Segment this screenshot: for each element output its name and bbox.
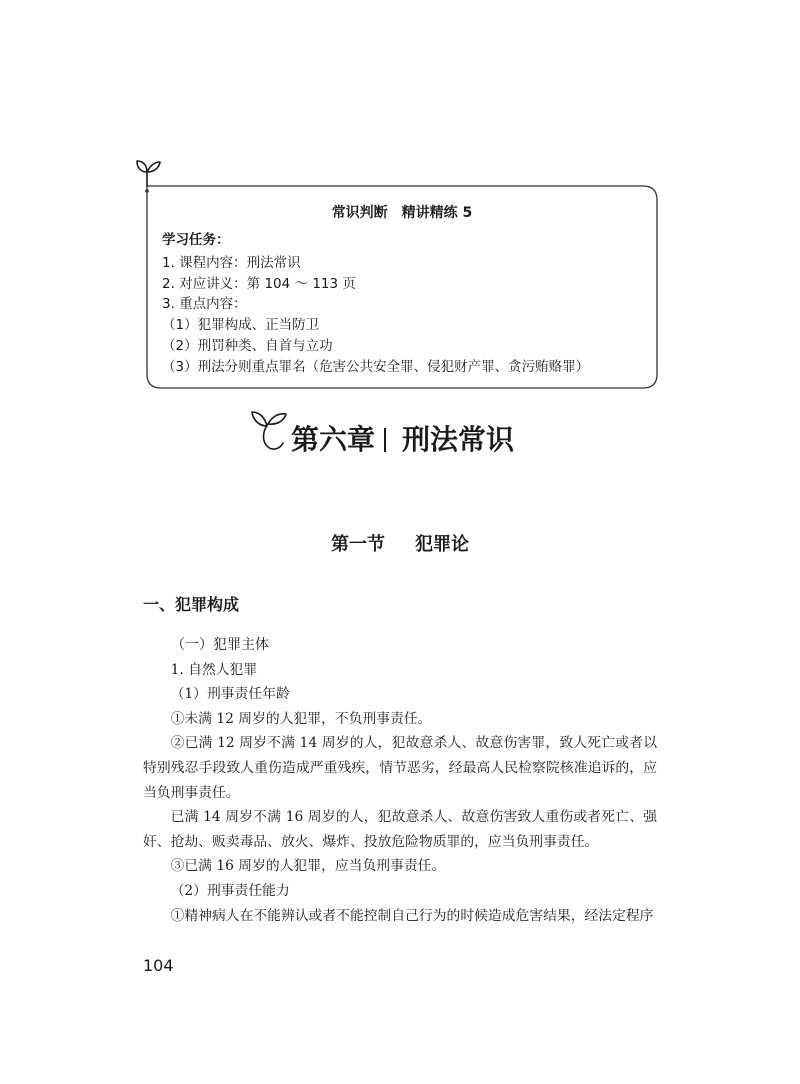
body-paragraph: ③已满 16 周岁的人犯罪，应当负刑事责任。 — [170, 858, 446, 875]
chapter-separator — [384, 428, 386, 452]
chapter-title: 刑法常识 — [402, 423, 515, 456]
chapter-sprout-icon — [252, 412, 286, 449]
body-paragraph: （2）刑事责任能力 — [170, 882, 290, 899]
body-paragraph: 1. 自然人犯罪 — [170, 661, 258, 678]
sprout-icon — [137, 161, 160, 186]
task-item: （3）刑法分则重点罪名（危害公共安全罪、侵犯财产罪、贪污贿赂罪） — [162, 358, 590, 375]
section-heading — [0, 533, 800, 557]
task-label: 学习任务： — [162, 232, 230, 248]
task-item: 2. 对应讲义：第 104 ～ 113 页 — [162, 275, 356, 292]
page-number: 104 — [143, 956, 174, 975]
body-paragraph: ①精神病人在不能辨认或者不能控制自己行为的时候造成危害结果，经法定程序 — [170, 907, 654, 924]
body-paragraph: ①未满 12 周岁的人犯罪，不负刑事责任。 — [170, 710, 432, 727]
body-paragraph: 已满 14 周岁不满 16 周岁的人，犯故意杀人、故意伤害致人重伤或者死亡、强奸、抢劫、贩卖毒品、放火、爆炸、投放危险物质罪的，应当负刑事责任。 — [143, 809, 657, 850]
body-paragraph: ②已满 12 周岁不满 14 周岁的人，犯故意杀人、故意伤害罪，致人死亡或者以特别残忍手段致人重伤造成严重残疾，情节恶劣，经最高人民检察院核准追诉的，应当负刑事责任。 — [143, 735, 657, 801]
task-item: 1. 课程内容：刑法常识 — [162, 255, 301, 271]
chapter-number: 第六章 — [291, 423, 376, 456]
frame-corner-dot — [145, 189, 149, 193]
task-item: 3. 重点内容： — [162, 296, 247, 313]
subsubsection-heading: （一）犯罪主体 — [171, 637, 269, 653]
subsection-heading: 一、犯罪构成 — [143, 595, 240, 614]
section-number: 第一节 — [331, 534, 385, 555]
body-text — [143, 633, 657, 928]
task-item: （2）刑罚种类、自首与立功 — [162, 337, 333, 354]
body-paragraph: （1）刑事责任年龄 — [170, 686, 290, 703]
chapter-heading — [291, 422, 514, 458]
task-item: （1）犯罪构成、正当防卫 — [162, 317, 320, 334]
study-box-title: 常识判断 精讲精练 5 — [331, 205, 473, 221]
study-box-content — [162, 230, 642, 377]
section-title: 犯罪论 — [415, 534, 469, 555]
